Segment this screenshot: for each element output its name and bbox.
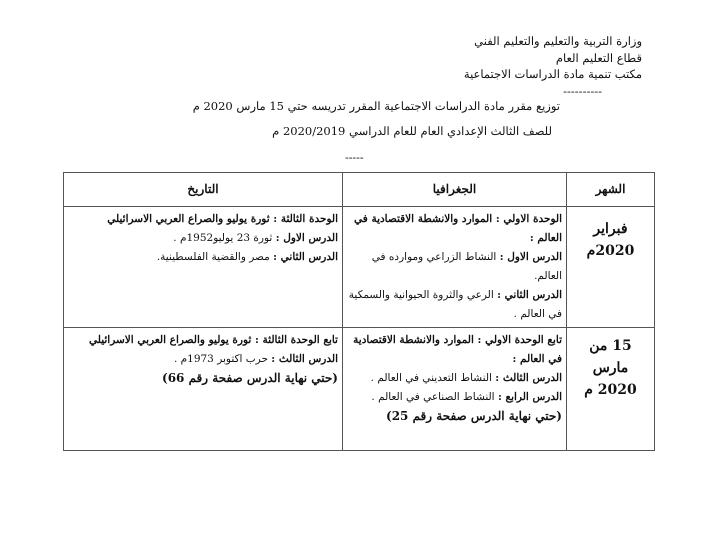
lesson-item: الدرس الاول : النشاط الزراعي وموارده في العالم. [371, 251, 562, 282]
history-cell [64, 328, 343, 451]
header-history: التاريخ [64, 173, 343, 207]
lesson-item: الدرس الثالث : حرب اكتوبر 1973م . [173, 353, 338, 365]
history-unit: الوحدة الثالثة : ثورة يوليو والصراع العربي الاسرائيلي [107, 213, 338, 225]
month-name: فبراير [593, 221, 628, 237]
month-cell [567, 207, 655, 328]
header-geography: الجغرافيا [343, 173, 567, 207]
document-title: توزيع مقرر مادة الدراسات الاجتماعية المقرر تدريسه حتي 15 مارس 2020 م [192, 99, 560, 113]
sector-name: قطاع التعليم العام [555, 50, 642, 65]
header-separator: ---------- [563, 83, 602, 98]
month-year: 2020 م [584, 382, 637, 398]
geography-unit: الوحدة الاولي : الموارد والانشطة الاقتصادية في العالم : [354, 213, 562, 244]
history-unit: تابع الوحدة الثالثة : ثورة يوليو والصراع العربي الاسرائيلي [88, 334, 338, 346]
office-name: مكتب تنمية مادة الدراسات الاجتماعية [463, 67, 642, 81]
month-day: 15 من [589, 338, 632, 354]
schedule-table [63, 172, 655, 451]
ministry-header [464, 33, 642, 99]
lesson-item: الدرس الاول : ثورة 23 يوليو1952م . [173, 232, 338, 244]
header-month: الشهر [567, 173, 655, 207]
document-subtitle: للصف الثالث الإعدادي العام للعام الدراسي 2020/2019 م [272, 124, 552, 138]
month-name: مارس [592, 360, 629, 376]
geography-unit: تابع الوحدة الاولي : الموارد والانشطة الاقتصادية في العالم : [353, 334, 562, 365]
geography-cell [343, 207, 567, 328]
lesson-item: الدرس الثاني : مصر والقضية الفلسطينية. [156, 251, 338, 263]
end-note: (حتي نهاية الدرس صفحة رقم 66) [162, 371, 338, 385]
table-header-row [64, 173, 655, 207]
lesson-item: الدرس الثاني : الرعي والثروة الحيوانية والسمكية في العالم . [348, 289, 562, 320]
table-row [64, 328, 655, 451]
geography-cell [343, 328, 567, 451]
ministry-name: وزارة التربية والتعليم والتعليم الفني [474, 34, 642, 48]
lesson-item: الدرس الثالث : النشاط التعديني في العالم . [370, 372, 562, 384]
month-cell [567, 328, 655, 451]
table-row [64, 207, 655, 328]
history-cell [64, 207, 343, 328]
month-year: 2020م [586, 243, 635, 259]
end-note: (حتي نهاية الدرس صفحة رقم 25) [386, 409, 562, 423]
title-separator: ----- [345, 151, 364, 164]
lesson-item: الدرس الرابع : النشاط الصناعي في العالم . [371, 391, 562, 403]
